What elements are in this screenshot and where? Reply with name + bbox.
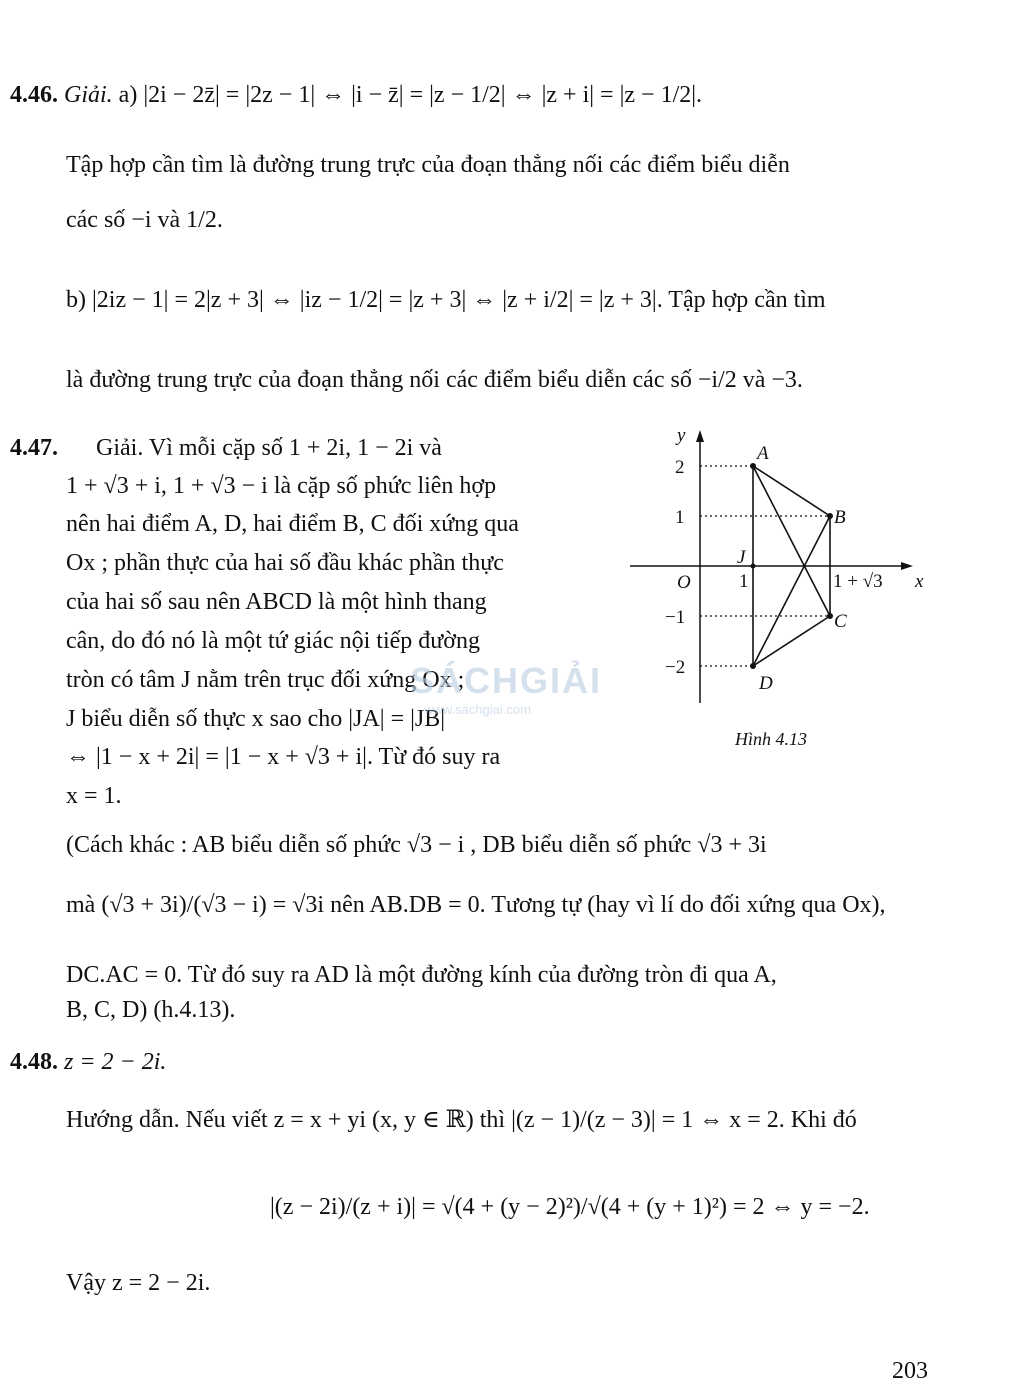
p446-line1 <box>10 80 702 110</box>
segment-AC <box>753 466 830 616</box>
segment-DC <box>753 616 830 666</box>
p447-line-6: tròn có tâm J nằm trên trục đối xứng Ox ; <box>66 667 465 693</box>
tick-x-1: 1 <box>739 571 749 592</box>
p447-number: 4.47. <box>10 435 58 461</box>
p446-b-line: b) |2iz − 1| = 2|z + 3| ⇔ |iz − 1/2| = |z + 3| ⇔ |z + i/2| = |z + 3|. Tập hợp cần tìm <box>66 287 826 313</box>
point-A <box>750 463 756 469</box>
point-D <box>750 663 756 669</box>
y-axis-arrow <box>696 430 704 442</box>
point-C <box>827 613 833 619</box>
p447-line-4: của hai số sau nên ABCD là một hình thang <box>66 589 487 615</box>
p447-line-1: 1 + √3 + i, 1 + √3 − i là cặp số phức liên hợp <box>66 473 497 499</box>
p446-number: 4.46. <box>10 82 58 108</box>
segment-AB <box>753 466 830 516</box>
label-origin: O <box>677 572 691 593</box>
p447-alt-2: DC.AC = 0. Từ đó suy ra AD là một đường kính của đường tròn đi qua A, <box>66 962 777 988</box>
p448-line1 <box>10 1047 166 1077</box>
p446-line5: là đường trung trực của đoạn thẳng nối các điểm biểu diễn các số −i/2 và −3. <box>66 367 803 393</box>
figure-4-13 <box>625 425 935 755</box>
label-y: y <box>677 425 686 446</box>
p447-line-8: ⇔ |1 − x + 2i| = |1 − x + √3 + i|. Từ đó suy ra <box>66 744 501 770</box>
label-x: x <box>915 571 924 592</box>
p448-number: 4.48. <box>10 1049 58 1075</box>
figure-caption: Hình 4.13 <box>735 729 807 749</box>
p446-line2: Tập hợp cần tìm là đường trung trực của đoạn thẳng nối các điểm biểu diễn <box>66 152 790 178</box>
label-A: A <box>757 443 769 464</box>
x-axis-arrow <box>901 562 913 570</box>
p447-line-9: x = 1. <box>66 783 122 809</box>
p447-line-7: J biểu diễn số thực x sao cho |JA| = |JB| <box>66 706 446 732</box>
point-B <box>827 513 833 519</box>
point-J <box>751 564 756 569</box>
watermark-sub: www.sachgiai.com <box>424 702 531 717</box>
p446-giai: Giải. <box>64 82 113 108</box>
tick-x-1-sqrt3: 1 + √3 <box>833 571 883 592</box>
p447-alt-0: (Cách khác : AB biểu diễn số phức √3 − i , DB biểu diễn số phức √3 + 3i <box>66 832 767 858</box>
tick-y-m2: −2 <box>665 657 686 678</box>
label-B: B <box>834 507 846 528</box>
p447-alt-3: B, C, D) (h.4.13). <box>66 997 236 1023</box>
page-number: 203 <box>892 1358 928 1384</box>
p448-hint: Hướng dẫn. Nếu viết z = x + yi (x, y ∈ ℝ) thì |(z − 1)/(z − 3)| = 1 ⇔ x = 2. Khi đó <box>66 1107 857 1133</box>
p447-line-5: cân, do đó nó là một tứ giác nội tiếp đường <box>66 628 480 654</box>
p447-line-3: Ox ; phần thực của hai số đầu khác phần thực <box>66 550 504 576</box>
segment-DB <box>753 516 830 666</box>
label-C: C <box>834 611 847 632</box>
watermark <box>410 660 602 717</box>
p447-line-2: nên hai điểm A, D, hai điểm B, C đối xứng qua <box>66 511 519 537</box>
tick-y-2: 2 <box>675 457 685 478</box>
p448-answer: z = 2 − 2i. <box>64 1049 167 1075</box>
tick-y-m1: −1 <box>665 607 686 628</box>
p447-alt-1: mà (√3 + 3i)/(√3 − i) = √3i nên AB.DB = 0. Tương tự (hay vì lí do đối xứng qua Ox), <box>66 892 886 918</box>
p448-conclusion: Vậy z = 2 − 2i. <box>66 1270 211 1296</box>
p447-line-0: Giải. Vì mỗi cặp số 1 + 2i, 1 − 2i và <box>96 435 442 461</box>
p448-equation: |(z − 2i)/(z + i)| = √(4 + (y − 2)²)/√(4 + (y + 1)²) = 2 ⇔ y = −2. <box>270 1194 870 1220</box>
label-J: J <box>737 547 746 568</box>
watermark-main: SÁCHGIẢI <box>410 660 603 701</box>
p446-line3: các số −i và 1/2. <box>66 207 223 233</box>
p446-a-label: a) <box>118 82 138 108</box>
p446-a-equation: |2i − 2z̄| = |2z − 1| ⇔ |i − z̄| = |z − 1/2| ⇔ |z + i| = |z − 1/2|. <box>143 82 703 108</box>
label-D: D <box>759 673 773 694</box>
tick-y-1: 1 <box>675 507 685 528</box>
